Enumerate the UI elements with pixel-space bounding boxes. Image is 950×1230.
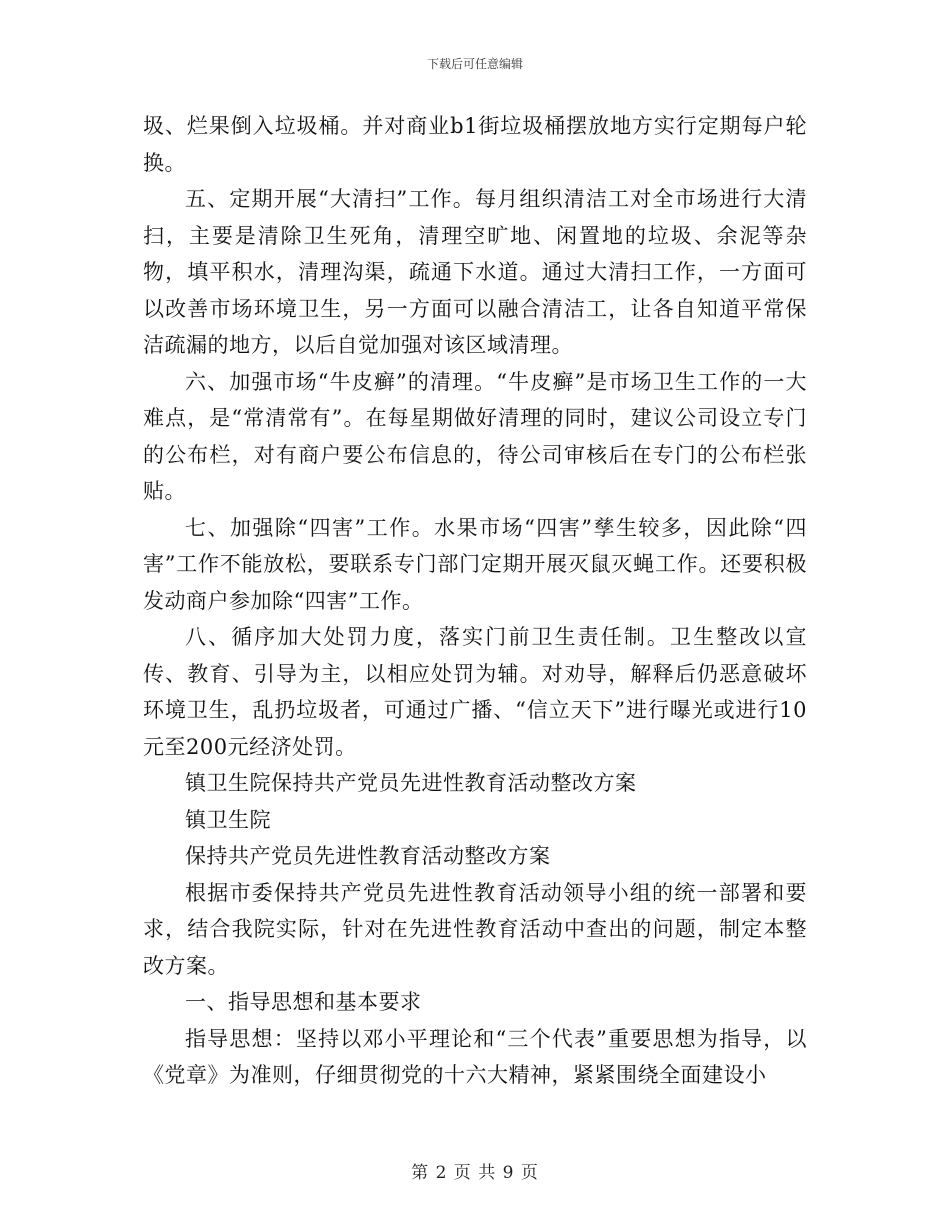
paragraph: 六、加强市场“牛皮癣”的清理。“牛皮癣”是市场卫生工作的一大难点，是“常清常有”。在每星期做好清理的同时，建议公司设立专门的公布栏，对有商户要公布信息的，待公司审核后在专门的公布栏张贴。 bbox=[143, 369, 807, 503]
paragraph: 五、定期开展“大清扫”工作。每月组织清洁工对全市场进行大清扫，主要是清除卫生死角，清理空旷地、闲置地的垃圾、余泥等杂物，填平积水，清理沟渠，疏通下水道。通过大清扫工作，一方面可以改善市场环境卫生，另一方面可以融合清洁工，让各自知道平常保洁疏漏的地方，以后自觉加强对该区域清理。 bbox=[143, 187, 807, 357]
paragraph: 指导思想：坚持以邓小平理论和“三个代表”重要思想为指导，以《党章》为准则，仔细贯彻党的十六大精神，紧紧围绕全面建设小 bbox=[143, 1026, 807, 1087]
organization-name: 镇卫生院 bbox=[185, 807, 271, 832]
page-number: 第 2 页 共 9 页 bbox=[411, 1163, 539, 1183]
paragraph: 圾、烂果倒入垃圾桶。并对商业b1街垃圾桶摆放地方实行定期每户轮换。 bbox=[143, 114, 807, 175]
paragraph: 七、加强除“四害”工作。水果市场“四害”孳生较多，因此除“四害”工作不能放松，要联系专门部门定期开展灭鼠灭蝇工作。还要积极发动商户参加除“四害”工作。 bbox=[143, 515, 807, 613]
section-heading: 一、指导思想和基本要求 bbox=[185, 990, 422, 1014]
page-header: 下载后可任意编辑 bbox=[426, 57, 523, 71]
paragraph: 八、循序加大处罚力度，落实门前卫生责任制。卫生整改以宣传、教育、引导为主，以相应处罚为辅。对劝导，解释后仍恶意破坏环境卫生，乱扔垃圾者，可通过广播、“信立天下”进行曝光或进行10元至200元经济处罚。 bbox=[143, 625, 807, 759]
document-body bbox=[143, 108, 807, 1094]
paragraph: 根据市委保持共产党员先进性教育活动领导小组的统一部署和要求，结合我院实际，针对在先进性教育活动中查出的问题，制定本整改方案。 bbox=[143, 880, 807, 978]
section-title: 镇卫生院保持共产党员先进性教育活动整改方案 bbox=[185, 771, 637, 795]
document-title: 保持共产党员先进性教育活动整改方案 bbox=[185, 844, 551, 868]
